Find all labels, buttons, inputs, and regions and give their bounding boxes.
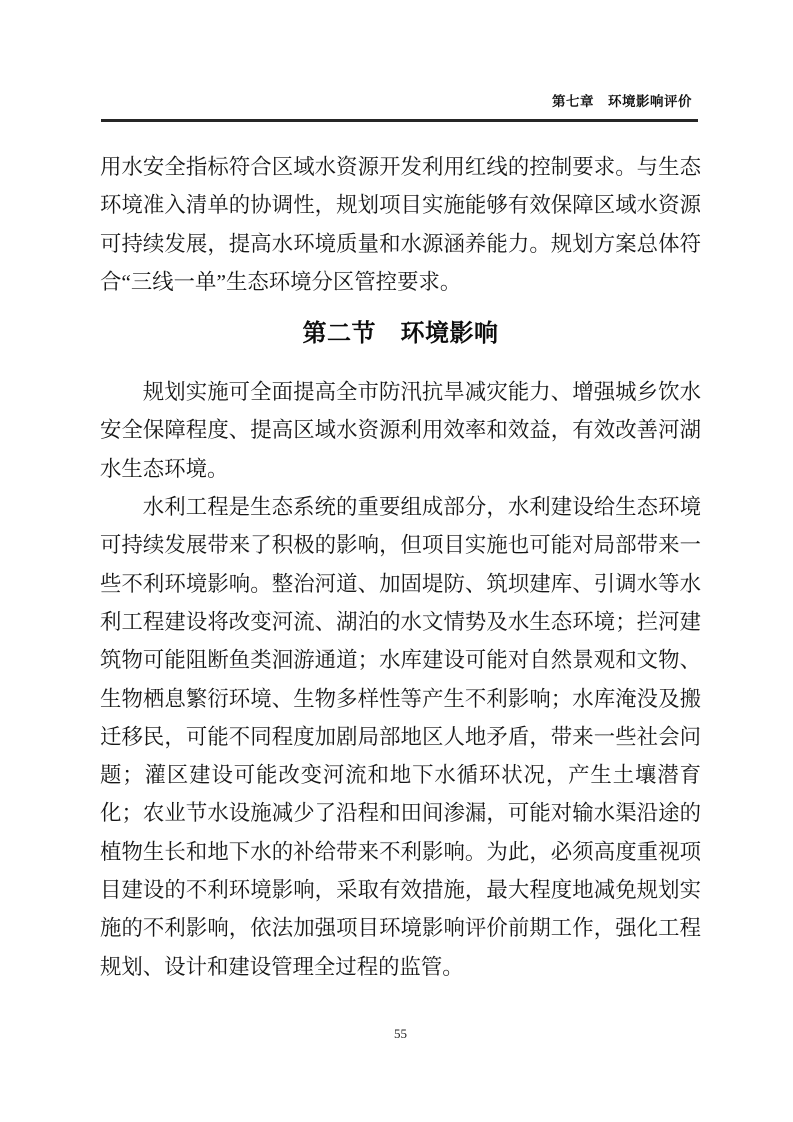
page-footer <box>100 1026 701 1042</box>
section-heading: 第二节 环境影响 <box>302 321 499 348</box>
paragraph-continued: 用水安全指标符合区域水资源开发利用红线的控制要求。与生态环境准入清单的协调性，规划项目实施能够有效保障区域水资源可持续发展，提高水环境质量和水源涵养能力。规划方案总体符合“三线一单”生态环境分区管控要求。 <box>100 155 701 294</box>
running-header <box>100 90 692 110</box>
page-number: 55 <box>394 1026 407 1041</box>
header-rule <box>101 119 698 122</box>
paragraph: 规划实施可全面提高全市防汛抗旱减灾能力、增强城乡饮水安全保障程度、提高区域水资源利用效率和效益，有效改善河湖水生态环境。 <box>100 380 701 481</box>
running-header-chapter-title: 第七章 环境影响评价 <box>552 94 692 109</box>
paragraph: 水利工程是生态系统的重要组成部分，水利建设给生态环境可持续发展带来了积极的影响，但项目实施也可能对局部带来一些不利环境影响。整治河道、加固堤防、筑坝建库、引调水等水利工程建设将改变河流、湖泊的水文情势及水生态环境；拦河建筑物可能阻断鱼类洄游通道；水库建设可能对自然景观和文物、生物栖息繁衍环境、生物多样性等产生不利影响；水库淹没及搬迁移民，可能不同程度加剧局部地区人地矛盾，带来一些社会问题；灌区建设可能改变河流和地下水循环状况，产生土壤潜育化；农业节水设施减少了沿程和田间渗漏，可能对输水渠沿途的植物生长和地下水的补给带来不利影响。为此，必须高度重视项目建设的不利环境影响，采取有效措施，最大程度地减免规划实施的不利影响，依法加强项目环境影响评价前期工作，强化工程规划、设计和建设管理全过程的监管。 <box>100 495 701 979</box>
page-body <box>100 148 701 986</box>
